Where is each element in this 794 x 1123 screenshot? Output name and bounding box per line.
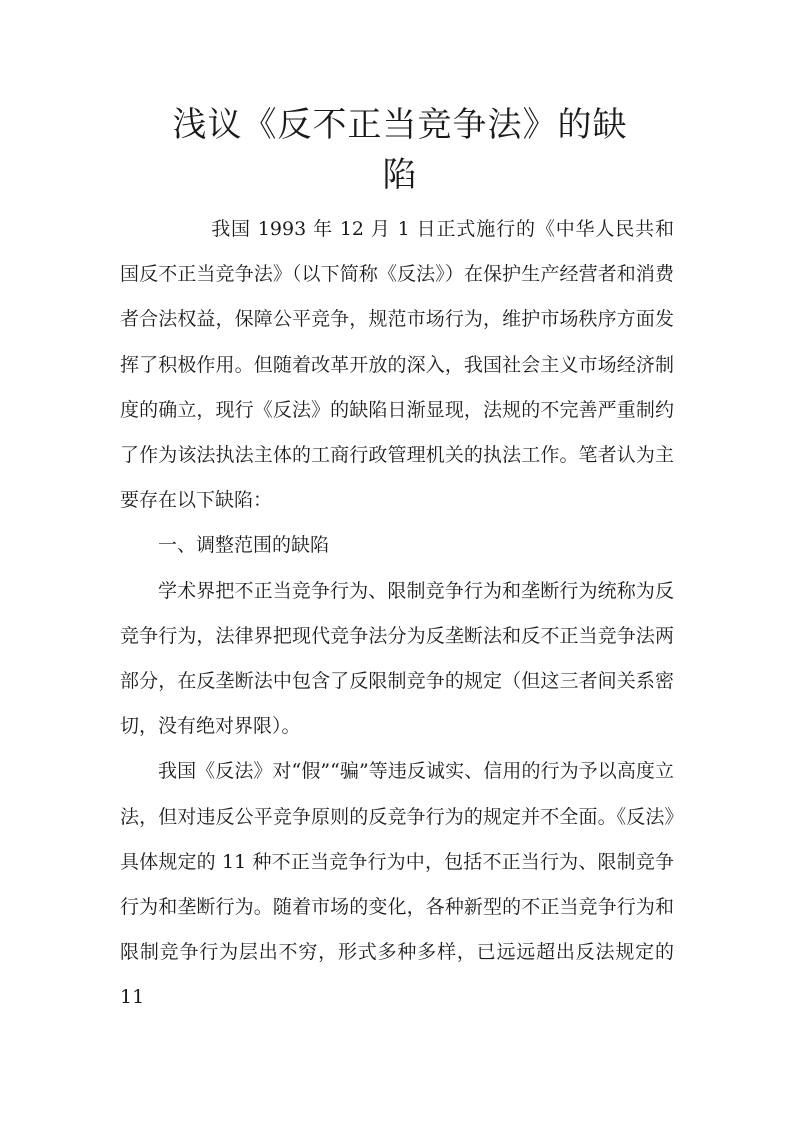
intro-paragraph: 我国 1993 年 12 月 1 日正式施行的《中华人民共和国反不正当竞争法》（以下简称《反法》）在保护生产经营者和消费者合法权益，保障公平竞争，规范市场行为，维护市场秩序方面发挥了积极作用。但随着改革开放的深入，我国社会主义市场经济制度的确立，现行《反法》的缺陷日渐显现，法规的不完善严重制约了作为该法执法主体的工商行政管理机关的执法工作。笔者认为主要存在以下缺陷： xyxy=(120,218,674,512)
title-line-2: 陷 xyxy=(382,155,418,195)
title-line-1: 浅议《反不正当竞争法》的缺 xyxy=(172,105,628,145)
section-heading: 一、调整范围的缺陷 xyxy=(158,534,330,557)
document-body xyxy=(120,207,674,1021)
document-title xyxy=(120,100,680,200)
body-paragraph: 我国《反法》对“假”“骗”等违反诚实、信用的行为予以高度立法，但对违反公平竞争原则的反竞争行为的规定并不全面。《反法》具体规定的 11 种不正当竞争行为中，包括不正当行为、限制竞争行为和垄断行为。随着市场的变化，各种新型的不正当竞争行为和限制竞争行为层出不穷，形式多种多样，已远远超出反法规定的 11 xyxy=(120,760,674,1009)
body-paragraph: 学术界把不正当竞争行为、限制竞争行为和垄断行为统称为反竞争行为，法律界把现代竞争法分为反垄断法和反不正当竞争法两部分，在反垄断法中包含了反限制竞争的规定（但这三者间关系密切，没有绝对界限）。 xyxy=(120,579,674,738)
